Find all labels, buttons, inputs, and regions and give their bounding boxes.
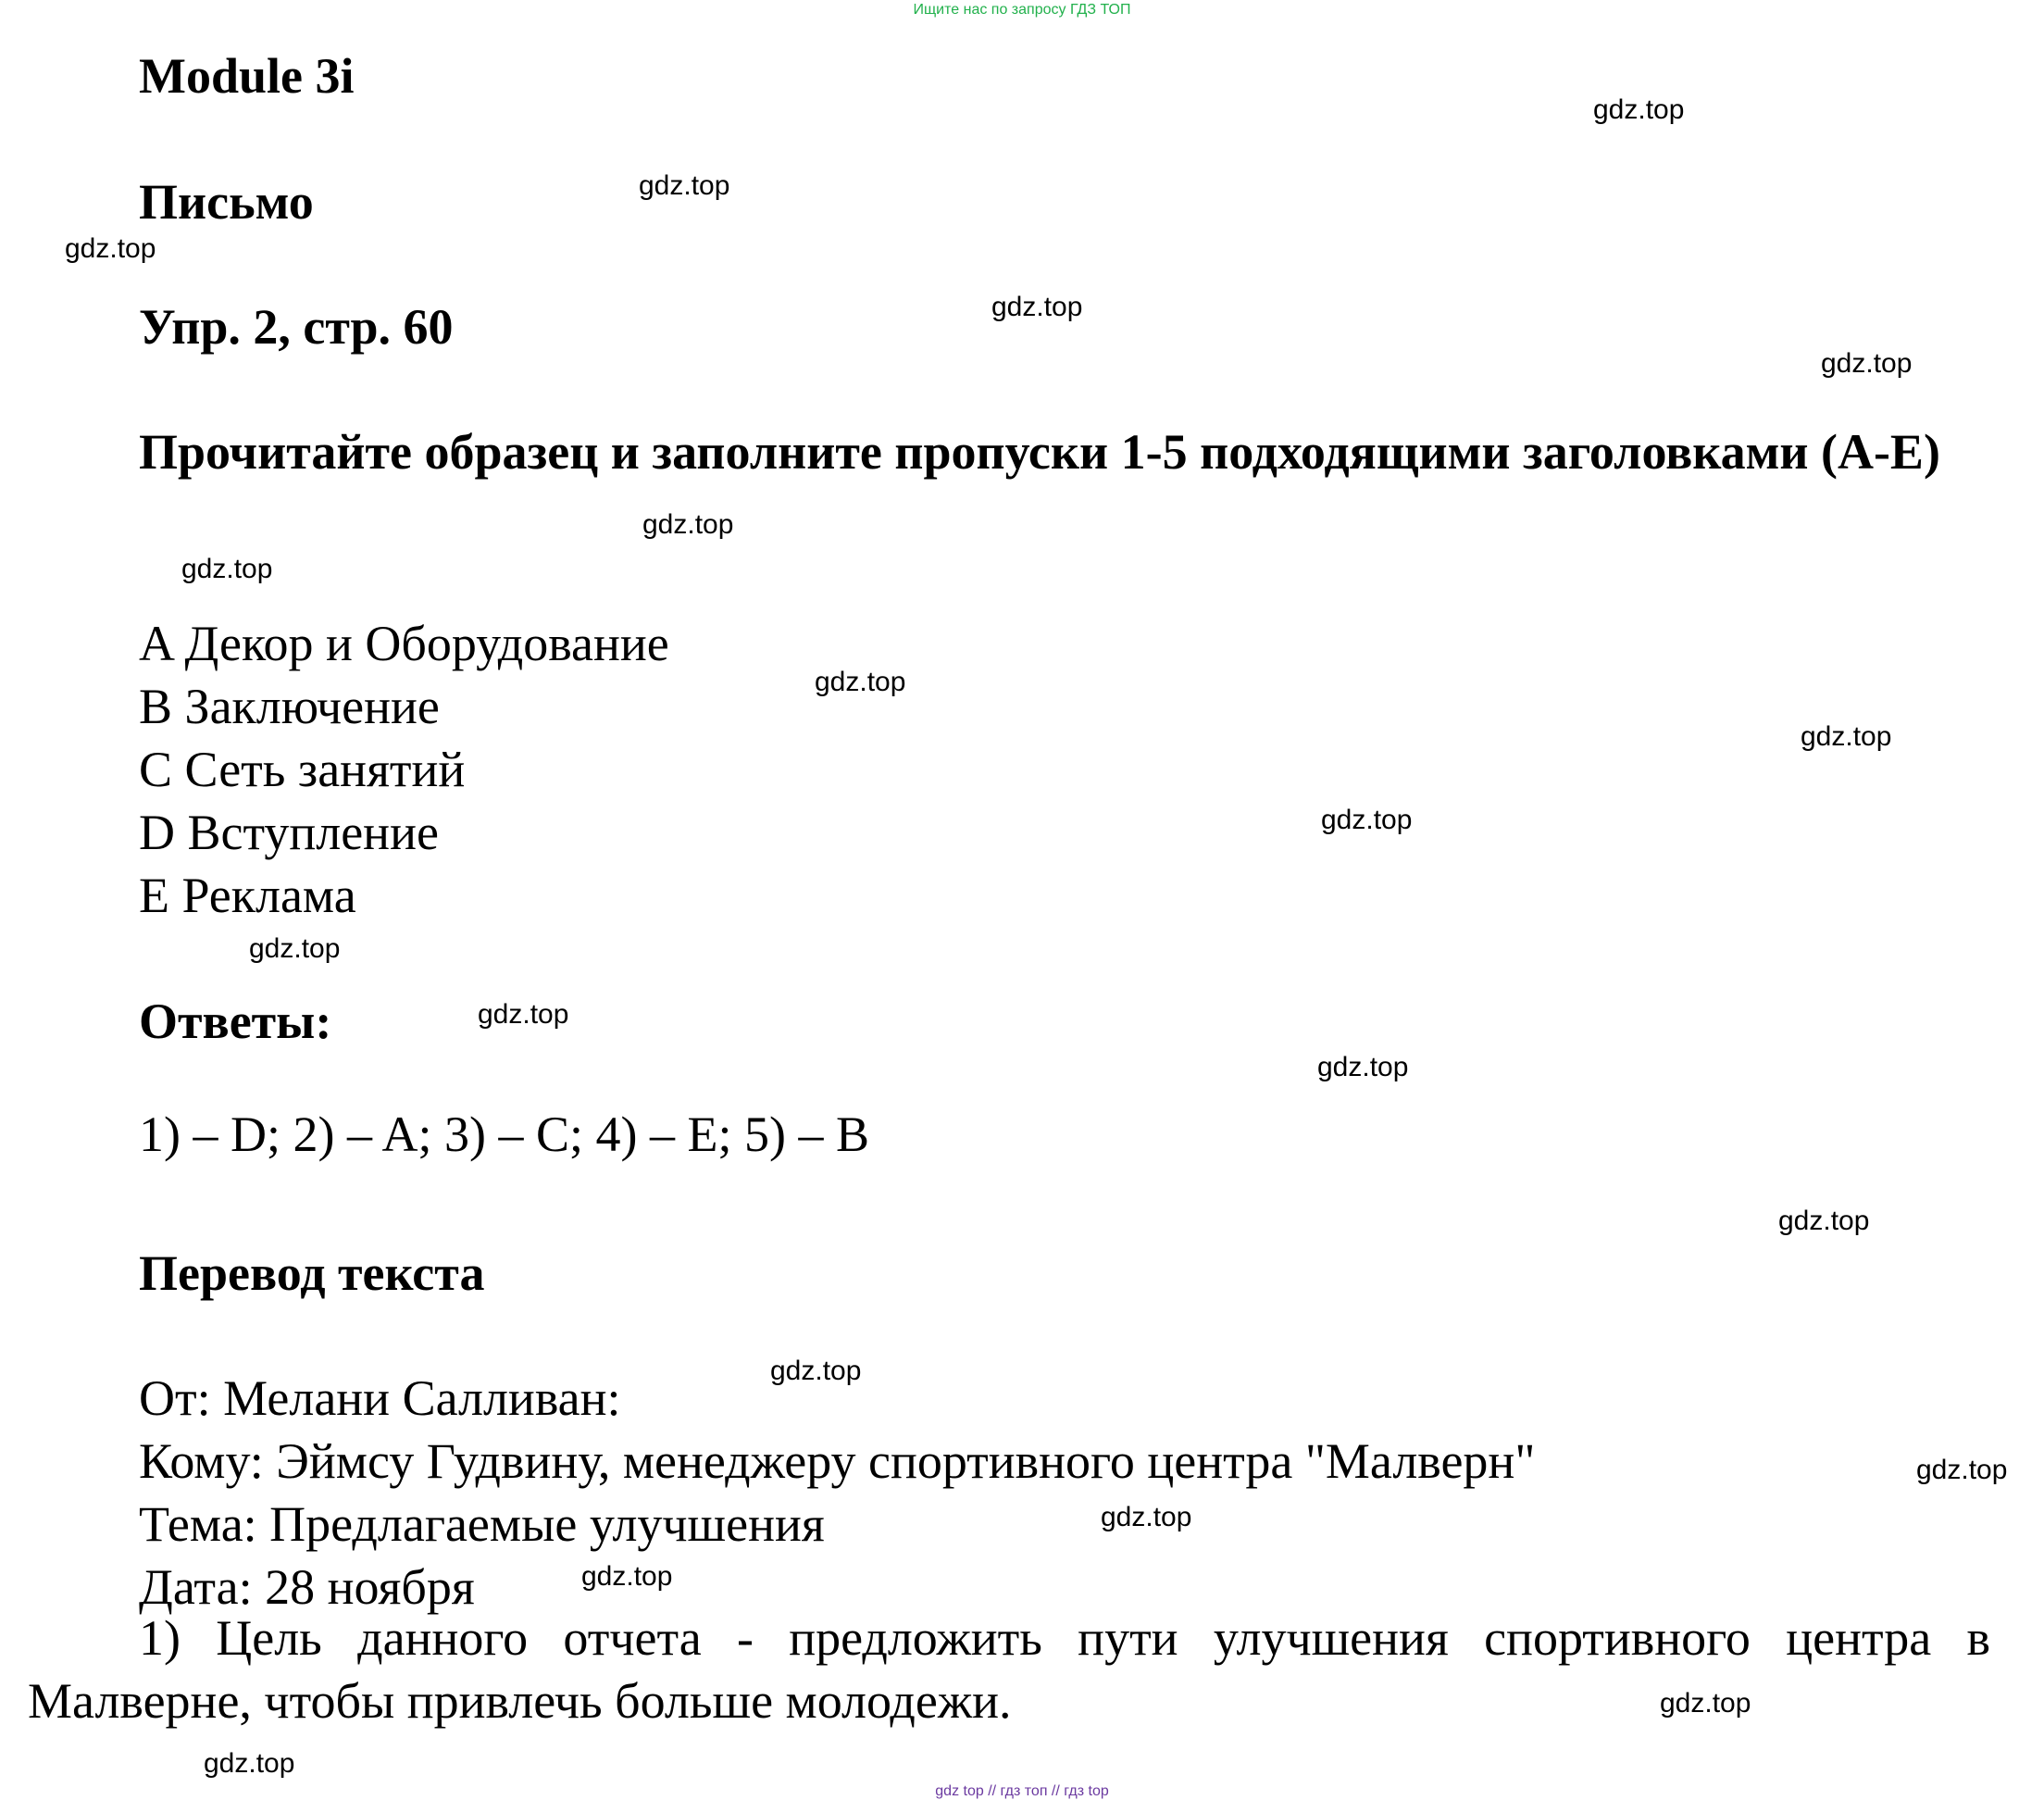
email-subject: Тема: Предлагаемые улучшения [139, 1496, 825, 1552]
top-banner: Ищите нас по запросу ГДЗ ТОП [913, 2, 1131, 18]
watermark: gdz.top [1101, 1502, 1192, 1532]
watermark: gdz.top [181, 554, 273, 584]
option-b: B Заключение [139, 679, 440, 734]
bottom-banner: gdz top // гдз топ // гдз top [935, 1783, 1109, 1799]
option-c: C Сеть занятий [139, 742, 466, 797]
watermark: gdz.top [1778, 1206, 1870, 1236]
email-to: Кому: Эймсу Гудвину, менеджеру спортивного центра "Малверн" [139, 1433, 1536, 1489]
option-d: D Вступление [139, 805, 439, 860]
watermark: gdz.top [478, 999, 569, 1030]
watermark: gdz.top [1321, 805, 1413, 835]
option-e: E Реклама [139, 868, 356, 923]
email-from: От: Мелани Салливан: [139, 1370, 621, 1426]
option-a: A Декор и Оборудование [139, 616, 669, 671]
watermark: gdz.top [1317, 1052, 1409, 1082]
watermark: gdz.top [642, 509, 734, 540]
email-date: Дата: 28 ноября [139, 1559, 475, 1615]
watermark: gdz.top [65, 233, 156, 264]
section-title: Письмо [139, 174, 314, 230]
watermark: gdz.top [639, 170, 730, 201]
answers-line: 1) – D; 2) – A; 3) – C; 4) – E; 5) – B [139, 1106, 869, 1162]
watermark: gdz.top [249, 933, 341, 964]
watermark: gdz.top [1821, 348, 1913, 379]
watermark: gdz.top [204, 1748, 295, 1779]
exercise-title: Упр. 2, стр. 60 [139, 299, 454, 355]
watermark: gdz.top [1916, 1455, 2008, 1485]
watermark: gdz.top [770, 1356, 862, 1386]
watermark: gdz.top [1593, 94, 1685, 125]
watermark: gdz.top [1801, 721, 1892, 752]
module-title: Module 3i [139, 48, 355, 104]
answers-heading: Ответы: [139, 994, 332, 1049]
watermark: gdz.top [581, 1561, 673, 1592]
watermark: gdz.top [991, 292, 1083, 322]
paragraph-1: 1) Цель данного отчета - предложить пути улучшения спортивного центра в Малверне, чтобы привлечь больше молодежи. [28, 1610, 1990, 1729]
instruction: Прочитайте образец и заполните пропуски 1-5 подходящими заголовками (A-E) [139, 424, 1940, 480]
translation-heading: Перевод текста [139, 1245, 485, 1301]
watermark: gdz.top [815, 667, 906, 697]
watermark: gdz.top [1660, 1688, 1751, 1719]
